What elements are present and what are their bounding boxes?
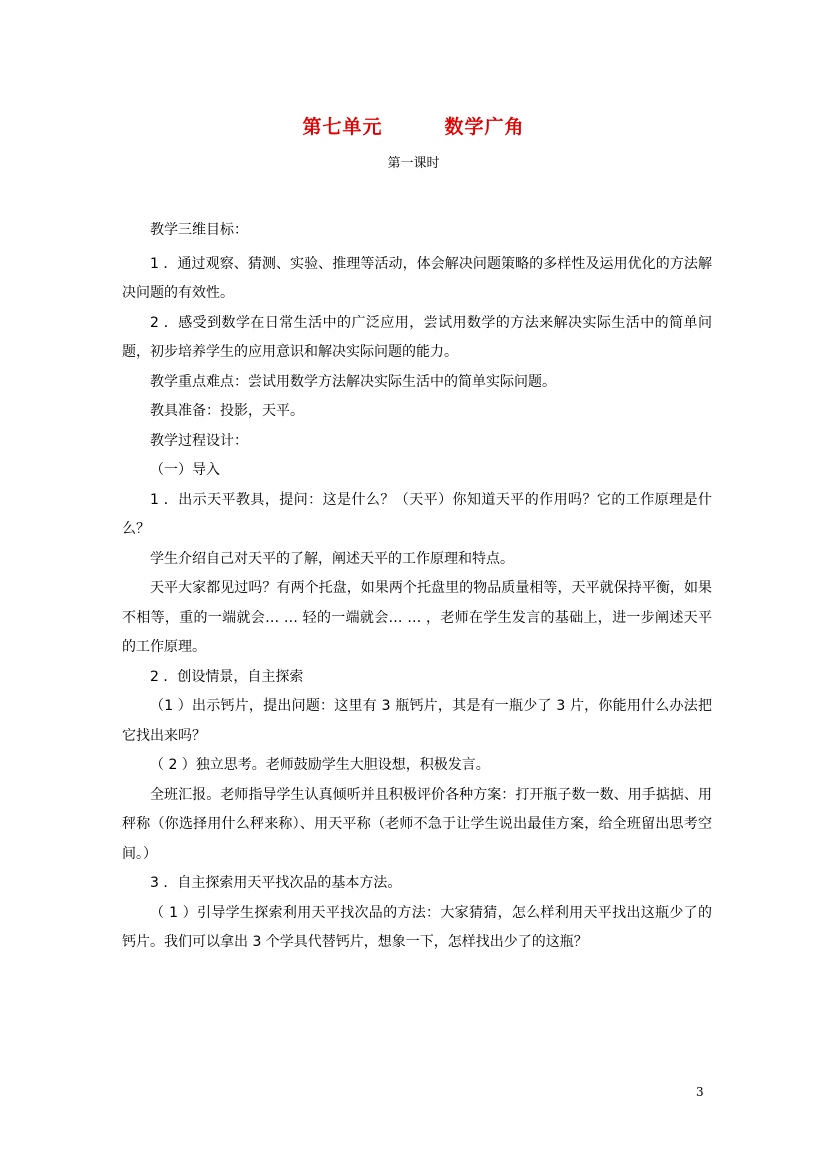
topic-label: 数学广角 bbox=[444, 116, 525, 138]
paragraph: 2 ．感受到数学在日常生活中的广泛应用，尝试用数学的方法来解决实际生活中的简单问题，初步培养学生的应用意识和解决实际问题的能力。 bbox=[122, 314, 712, 360]
document-body bbox=[122, 216, 712, 958]
lesson-subtitle: 第一课时 bbox=[387, 156, 440, 171]
paragraph: （ 2 ）独立思考。老师鼓励学生大胆设想，积极发言。 bbox=[150, 757, 490, 773]
paragraph: 教具准备：投影，天平。 bbox=[150, 403, 304, 419]
paragraph: 1 ．出示天平教具，提问：这是什么？（天平）你知道天平的作用吗？它的工作原理是什么？ bbox=[122, 491, 712, 537]
paragraph: 3 ．自主探索用天平找次品的基本方法。 bbox=[150, 875, 402, 891]
paragraph: 教学过程设计： bbox=[150, 432, 248, 449]
document-title bbox=[0, 112, 827, 139]
paragraph: 1 ．通过观察、猜测、实验、推理等活动，体会解决问题策略的多样性及运用优化的方法解决问题的有效性。 bbox=[122, 255, 712, 301]
paragraph: （1 ）出示钙片，提出问题：这里有 3 瓶钙片，其是有一瓶少了 3 片，你能用什么办法把它找出来吗？ bbox=[122, 698, 712, 744]
paragraph: （一）导入 bbox=[150, 462, 220, 478]
paragraph: 教学重点难点：尝试用数学方法解决实际生活中的简单实际问题。 bbox=[150, 373, 556, 390]
paragraph: （ 1 ）引导学生探索利用天平找次品的方法：大家猜猜，怎么样利用天平找出这瓶少了的钙片。我们可以拿出 3 个学具代替钙片，想象一下，怎样找出少了的这瓶？ bbox=[122, 904, 712, 950]
paragraph: 全班汇报。老师指导学生认真倾听并且积极评价各种方案：打开瓶子数一数、用手掂掂、用秤称（你选择用什么秤来称）、用天平称（老师不急于让学生说出最佳方案，给全班留出思考空间。） bbox=[122, 786, 712, 862]
paragraph: 学生介绍自己对天平的了解，阐述天平的工作原理和特点。 bbox=[150, 550, 514, 567]
paragraph: 教学三维目标： bbox=[150, 222, 248, 238]
unit-label: 第七单元 bbox=[302, 116, 383, 138]
page-number: 3 bbox=[696, 1085, 704, 1099]
paragraph: 天平大家都见过吗？有两个托盘，如果两个托盘里的物品质量相等，天平就保持平衡，如果不相等，重的一端就会… … 轻的一端就会… … ，老师在学生发言的基础上，进一步阐述天平的工作原理。 bbox=[122, 580, 712, 655]
paragraph: 2 ．创设情景，自主探索 bbox=[150, 668, 304, 685]
